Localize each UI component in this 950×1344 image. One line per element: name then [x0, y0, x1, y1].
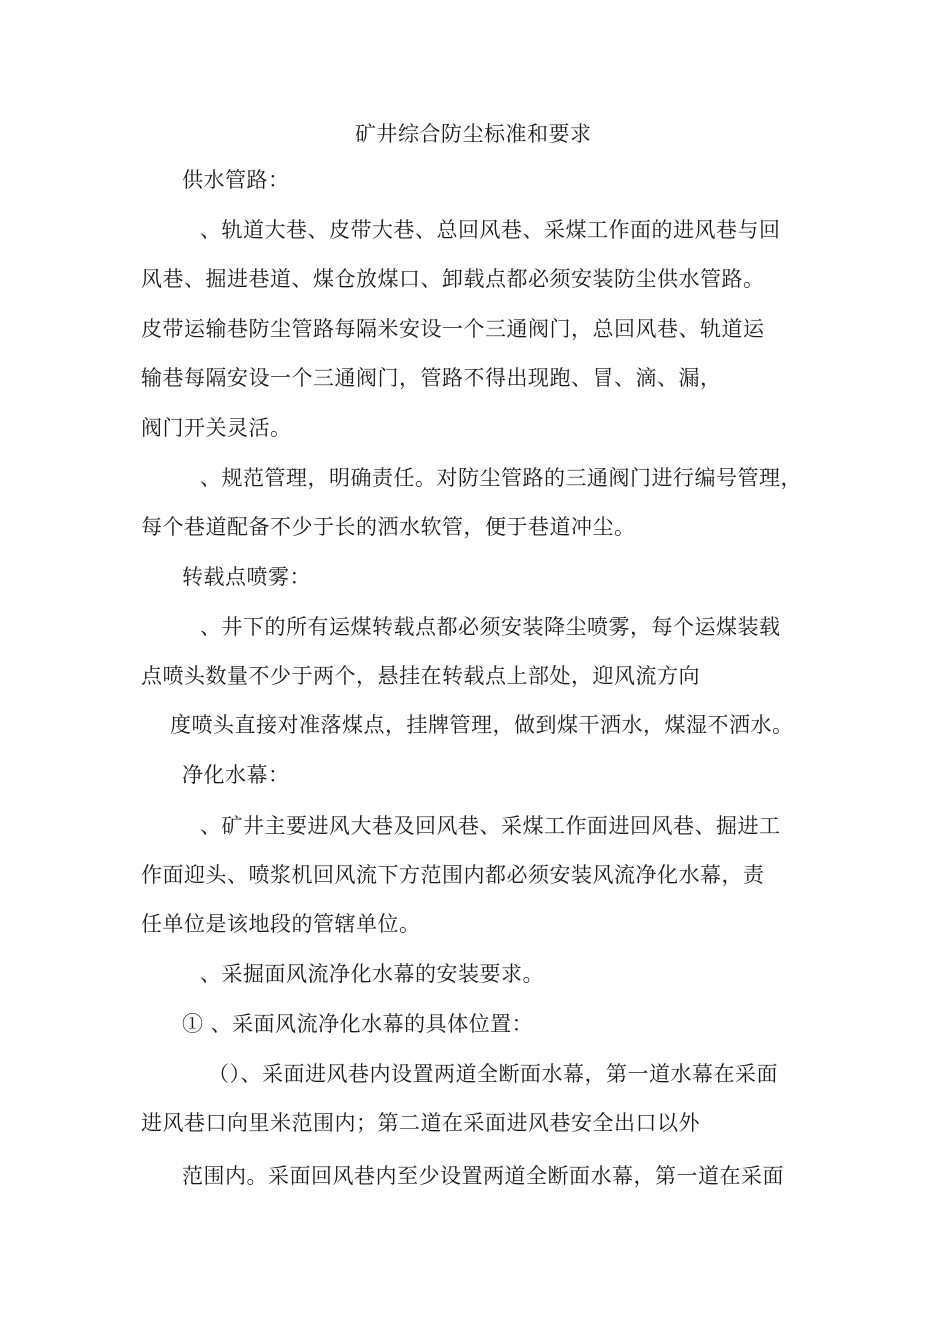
paragraph-line: 风巷、掘进巷道、煤仓放煤口、卸载点都必须安装防尘供水管路。 [141, 267, 765, 291]
paragraph-line: 输巷每隔安设一个三通阀门，管路不得出现跑、冒、滴、漏， [141, 366, 722, 390]
section-heading-transfer-spray: 转载点喷雾： [182, 565, 311, 589]
paragraph-line: 、采掘面风流净化水幕的安装要求。 [200, 962, 544, 986]
paragraph-line: 进风巷口向里米范围内；第二道在采面进风巷安全出口以外 [141, 1111, 700, 1135]
paragraph-line: 范围内。采面回风巷内至少设置两道全断面水幕，第一道在采面 [182, 1164, 784, 1188]
paragraph-line: 任单位是该地段的管辖单位。 [141, 912, 421, 936]
paragraph-line: 、轨道大巷、皮带大巷、总回风巷、采煤工作面的进风巷与回 [200, 218, 781, 242]
paragraph-line: 作面迎头、喷浆机回风流下方范围内都必须安装风流净化水幕，责 [141, 863, 765, 887]
paragraph-line: 皮带运输巷防尘管路每隔米安设一个三通阀门，总回风巷、轨道运 [141, 317, 765, 341]
paragraph-line: 、井下的所有运煤转载点都必须安装降尘喷雾，每个运煤装载 [200, 615, 781, 639]
paragraph-line: 、矿井主要进风大巷及回风巷、采煤工作面进回风巷、掘进工 [200, 814, 781, 838]
paragraph-line: 阀门开关灵活。 [141, 416, 292, 440]
paragraph-line: （）、采面进风巷内设置两道全断面水幕，第一道水幕在采面 [208, 1062, 778, 1086]
section-heading-water-supply: 供水管路： [182, 168, 290, 192]
paragraph-line: 每个巷道配备不少于长的洒水软管，便于巷道冲尘。 [141, 515, 636, 539]
paragraph-line: 点喷头数量不少于两个，悬挂在转载点上部处，迎风流方向 [141, 664, 700, 688]
paragraph-line: 、规范管理，明确责任。对防尘管路的三通阀门进行编号管理， [200, 466, 802, 490]
document-title: 矿井综合防尘标准和要求 [355, 122, 592, 146]
section-heading-water-curtain: 净化水幕： [182, 763, 290, 787]
paragraph-line: ① 、采面风流净化水幕的具体位置： [182, 1012, 534, 1036]
paragraph-line: 度喷头直接对准落煤点，挂牌管理，做到煤干洒水，煤湿不洒水。 [170, 713, 794, 737]
